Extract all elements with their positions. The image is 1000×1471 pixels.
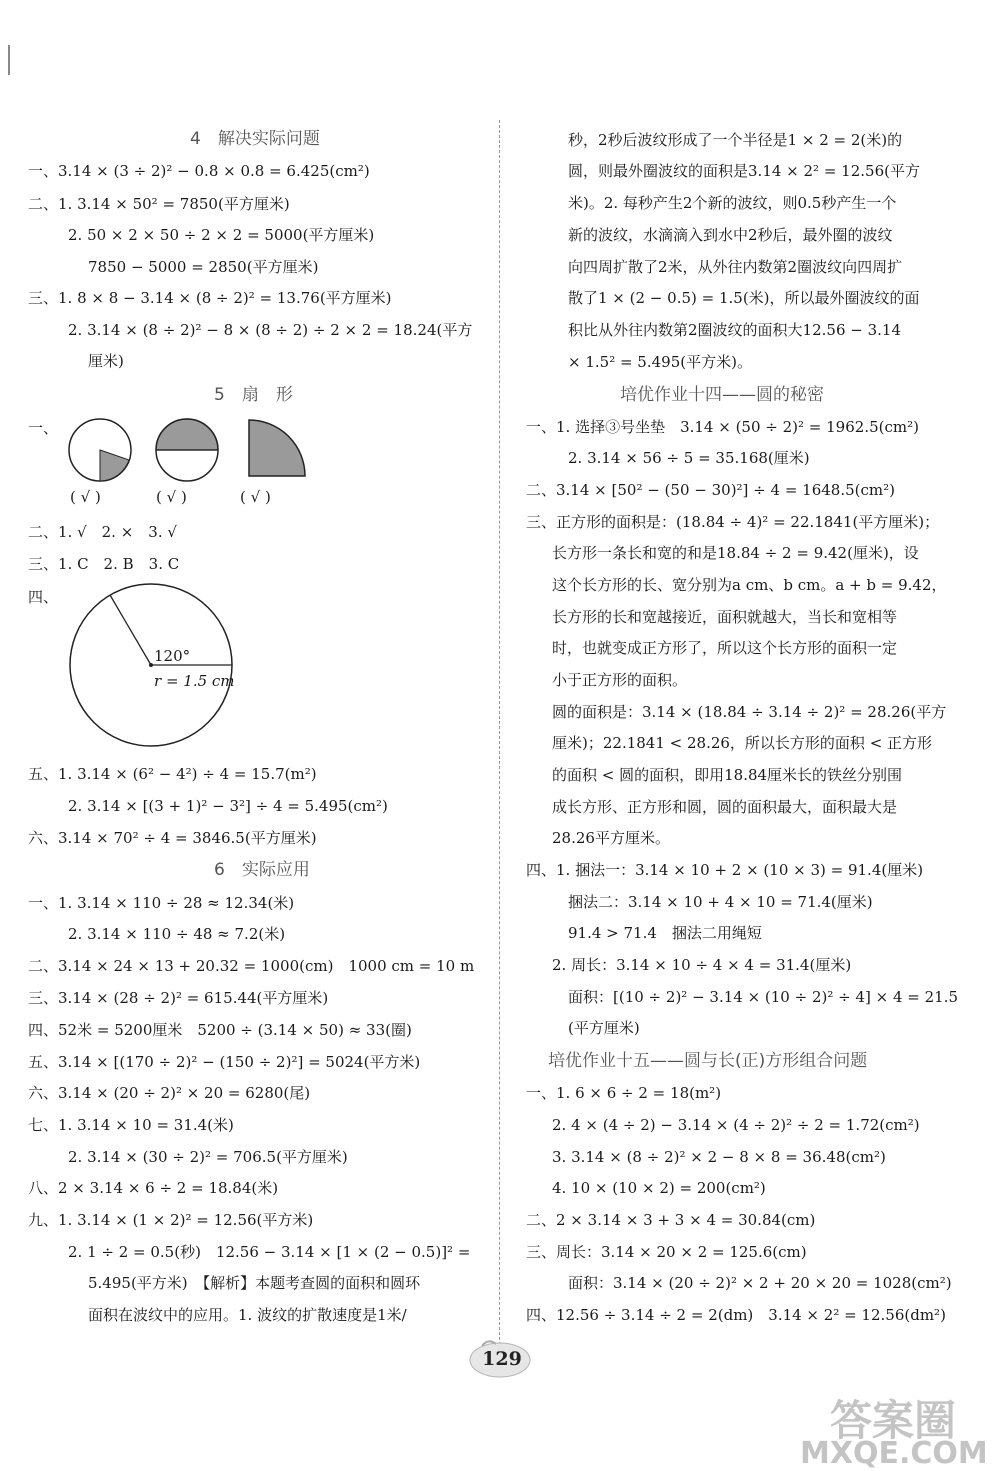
answer-line: 二、3.14 × [50² − (50 − 30)²] ÷ 4 = 1648.5(cm²): [526, 481, 895, 499]
answer-line: × 1.5² = 5.495(平方米)。: [568, 353, 752, 371]
answer-line: 圆，则最外圈波纹的面积是3.14 × 2² = 12.56(平方: [568, 162, 920, 180]
quarter-sector-figure: [249, 420, 305, 476]
answer-line: 7850 − 5000 = 2850(平方厘米): [88, 258, 319, 276]
page-number: 129: [482, 1348, 522, 1370]
watermark-site: MXQE.COM: [800, 1436, 988, 1471]
answer-line: 2. 3.14 × 56 ÷ 5 = 35.168(厘米): [568, 449, 810, 467]
mark-2: ( √ ): [156, 488, 187, 506]
answer-line: 四、12.56 ÷ 3.14 ÷ 2 = 2(dm) 3.14 × 2² = 12.56(dm²): [526, 1306, 946, 1324]
answer-line: 2. 3.14 × (8 ÷ 2)² − 8 × (8 ÷ 2) ÷ 2 × 2 = 18.24(平方: [68, 321, 473, 339]
answer-line: 二、1. √ 2. × 3. √: [28, 523, 177, 541]
answer-line: 一、1. 6 × 6 ÷ 2 = 18(m²): [526, 1084, 722, 1102]
answer-line: 二、3.14 × 24 × 13 + 20.32 = 1000(cm) 1000 cm = 10 m: [28, 957, 475, 975]
answer-line: 2. 周长：3.14 × 10 ÷ 4 × 4 = 31.4(厘米): [552, 956, 852, 974]
mark-1: ( √ ): [70, 488, 101, 506]
question-label: 一、: [28, 419, 59, 437]
section-heading-4: 4 解决实际问题: [190, 129, 320, 149]
answer-line: 2. 1 ÷ 2 = 0.5(秒) 12.56 − 3.14 × [1 × (2 − 0.5)]² =: [68, 1243, 471, 1261]
answer-line: 四、1. 捆法一：3.14 × 10 + 2 × (10 × 3) = 91.4(厘米): [526, 861, 924, 879]
answer-line: 二、1. 3.14 × 50² = 7850(平方厘米): [28, 195, 290, 213]
answer-line: 时，也就变成正方形了，所以这个长方形的面积一定: [552, 639, 898, 657]
answer-line: 一、1. 选择③号坐垫 3.14 × (50 ÷ 2)² = 1962.5(cm²): [526, 418, 919, 436]
answer-line: 圆的面积是：3.14 × (18.84 ÷ 3.14 ÷ 2)² = 28.26(平方: [552, 703, 947, 721]
answer-line: 28.26平方厘米。: [552, 829, 670, 847]
answer-line: 三、1. C 2. B 3. C: [28, 555, 180, 573]
answer-line: 八、2 × 3.14 × 6 ÷ 2 = 18.84(米): [28, 1179, 279, 1197]
angle-label: 120°: [154, 647, 191, 665]
answer-line: 三、3.14 × (28 ÷ 2)² = 615.44(平方厘米): [28, 989, 329, 1007]
section-heading-5: 5 扇 形: [214, 385, 293, 405]
answer-line: 五、1. 3.14 × (6² − 4²) ÷ 4 = 15.7(m²): [28, 765, 317, 783]
answer-line: 小于正方形的面积。: [552, 671, 688, 689]
watermark-brand: 答案圈: [830, 1396, 957, 1445]
answer-line: 成长方形、正方形和圆，圆的面积最大，面积最大是: [552, 798, 898, 816]
answer-line: 面积在波纹中的应用。1. 波纹的扩散速度是1米/: [88, 1306, 407, 1324]
section-heading-15: 培优作业十五——圆与长(正)方形组合问题: [548, 1051, 868, 1071]
answer-line: 2. 50 × 2 × 50 ÷ 2 × 2 = 5000(平方厘米): [68, 226, 375, 244]
answer-line: 九、1. 3.14 × (1 × 2)² = 12.56(平方米): [28, 1211, 314, 1229]
answer-line: 六、3.14 × (20 ÷ 2)² × 20 = 6280(尾): [28, 1084, 311, 1102]
question-label: 四、: [28, 588, 59, 606]
answer-line: 三、周长：3.14 × 20 × 2 = 125.6(cm): [526, 1243, 807, 1261]
answer-line: 一、1. 3.14 × 110 ÷ 28 ≈ 12.34(米): [28, 894, 295, 912]
answer-line: 散了1 × (2 − 0.5) = 1.5(米)，所以最外圈波纹的面: [568, 289, 920, 307]
answer-line: 厘米): [88, 352, 124, 370]
answer-line: 2. 3.14 × (30 ÷ 2)² = 706.5(平方厘米): [68, 1148, 348, 1166]
answer-line: 三、1. 8 × 8 − 3.14 × (8 ÷ 2)² = 13.76(平方厘米): [28, 289, 392, 307]
semicircle-figure: [156, 419, 218, 481]
page-edge-mark: [8, 45, 10, 75]
answer-line: 长方形一条长和宽的和是18.84 ÷ 2 = 9.42(厘米)，设: [552, 544, 919, 562]
column-divider: [499, 120, 500, 1355]
answer-line: 二、2 × 3.14 × 3 + 3 × 4 = 30.84(cm): [526, 1211, 816, 1229]
answer-line: 面积：3.14 × (20 ÷ 2)² × 2 + 20 × 20 = 1028(cm²): [568, 1274, 952, 1292]
answer-line: 的面积 < 圆的面积，即用18.84厘米长的铁丝分别围: [552, 766, 903, 784]
answer-line: 六、3.14 × 70² ÷ 4 = 3846.5(平方厘米): [28, 829, 317, 847]
large-circle-figure: [70, 584, 232, 746]
mark-3: ( √ ): [240, 488, 271, 506]
answer-line: 3. 3.14 × (8 ÷ 2)² × 2 − 8 × 8 = 36.48(cm²): [552, 1148, 886, 1166]
answer-line: 积比从外往内数第2圈波纹的面积大12.56 − 3.14: [568, 321, 901, 339]
answer-line: 四、52米 = 5200厘米 5200 ÷ (3.14 × 50) ≈ 33(圈): [28, 1021, 412, 1039]
answer-line: 秒，2秒后波纹形成了一个半径是1 × 2 = 2(米)的: [568, 131, 903, 149]
answer-line: 一、3.14 × (3 ÷ 2)² − 0.8 × 0.8 = 6.425(cm²): [28, 162, 370, 180]
answer-line: (平方厘米): [568, 1019, 640, 1037]
section-heading-14: 培优作业十四——圆的秘密: [620, 385, 824, 405]
answer-line: 向四周扩散了2米，从外往内数第2圈波纹向四周扩: [568, 258, 903, 276]
answer-line: 厘米)；22.1841 < 28.26，所以长方形的面积 < 正方形: [552, 734, 933, 752]
answer-line: 这个长方形的长、宽分别为a cm、b cm。a + b = 9.42，: [552, 576, 947, 594]
answer-line: 2. 3.14 × [(3 + 1)² − 3²] ÷ 4 = 5.495(cm²): [68, 797, 388, 815]
answer-line: 米)。2. 每秒产生2个新的波纹，则0.5秒产生一个: [568, 194, 897, 212]
answer-line: 2. 3.14 × 110 ÷ 48 ≈ 7.2(米): [68, 925, 286, 943]
answer-line: 5.495(平方米) 【解析】本题考查圆的面积和圆环: [88, 1274, 421, 1292]
answer-line: 五、3.14 × [(170 ÷ 2)² − (150 ÷ 2)²] = 5024(平方米): [28, 1053, 421, 1071]
answer-line: 捆法二：3.14 × 10 + 4 × 10 = 71.4(厘米): [568, 893, 873, 911]
answer-line: 三、正方形的面积是：(18.84 ÷ 4)² = 22.1841(平方厘米)；: [526, 513, 940, 531]
answer-line: 新的波纹，水滴滴入到水中2秒后，最外圈的波纹: [568, 226, 893, 244]
answer-line: 长方形的长和宽越接近，面积就越大，当长和宽相等: [552, 608, 898, 626]
section-heading-6: 6 实际应用: [214, 860, 310, 880]
answer-line: 91.4 > 71.4 捆法二用绳短: [568, 924, 762, 942]
answer-line: 面积：[(10 ÷ 2)² − 3.14 × (10 ÷ 2)² ÷ 4] × 4 = 21.5: [568, 988, 959, 1006]
circle-sector-figure: [69, 419, 131, 481]
answer-line: 七、1. 3.14 × 10 = 31.4(米): [28, 1116, 234, 1134]
radius-label: r = 1.5 cm: [154, 672, 235, 690]
answer-line: 2. 4 × (4 ÷ 2) − 3.14 × (4 ÷ 2)² ÷ 2 = 1.72(cm²): [552, 1116, 920, 1134]
answer-line: 4. 10 × (10 × 2) = 200(cm²): [552, 1179, 766, 1197]
